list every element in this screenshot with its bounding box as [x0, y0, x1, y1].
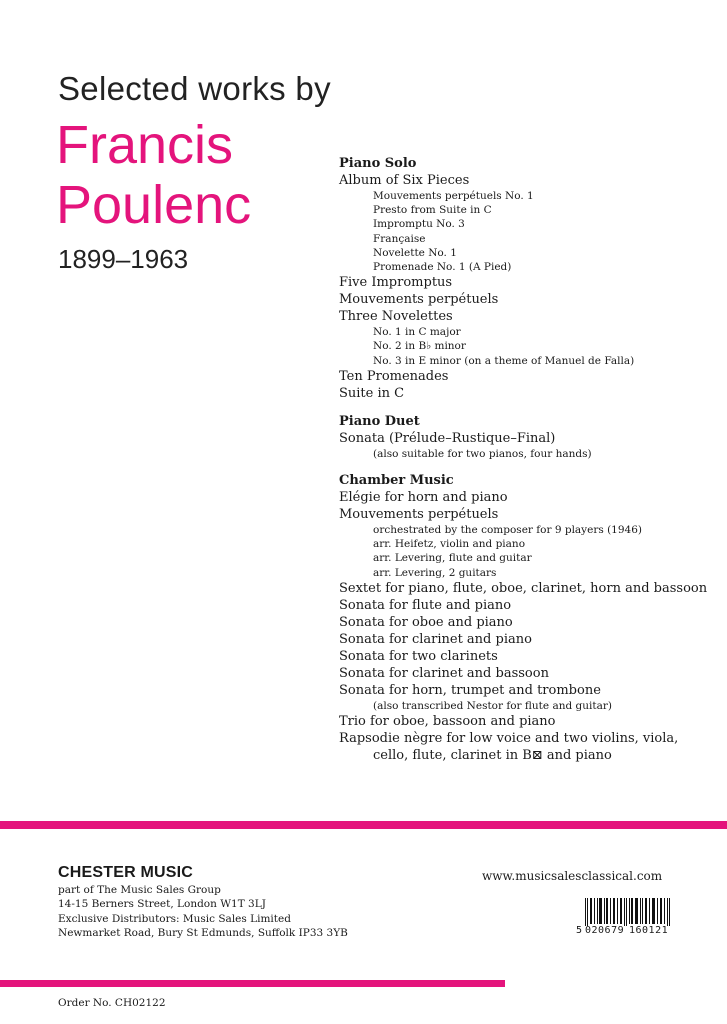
work-three-novelettes: Three Novelettes	[339, 309, 453, 325]
work-sonata-clarinet-bassoon: Sonata for clarinet and bassoon	[339, 665, 549, 681]
barcode-lead-digit: 5	[576, 925, 583, 936]
duet-sonata-note: (also suitable for two pianos, four hands)	[373, 447, 592, 460]
work-five-impromptus: Five Impromptus	[339, 275, 453, 291]
album-item: Impromptu No. 3	[373, 218, 465, 231]
work-sonata-horn: Sonata for horn, trumpet and trombone	[339, 682, 601, 698]
mouvements-arrangement: arr. Levering, 2 guitars	[373, 566, 497, 579]
work-duet-sonata: Sonata (Prélude–Rustique–Final)	[339, 430, 556, 446]
composer-last-name: Poulenc	[56, 175, 252, 235]
publisher-line: Exclusive Distributors: Music Sales Limited	[58, 912, 291, 925]
barcode-right-digits: 160121	[629, 925, 669, 936]
album-item: Française	[373, 232, 426, 245]
order-number: Order No. CH02122	[58, 997, 166, 1009]
work-elegie: Elégie for horn and piano	[339, 490, 508, 506]
work-sonata-clarinet: Sonata for clarinet and piano	[339, 631, 532, 647]
publisher-line: part of The Music Sales Group	[58, 884, 221, 896]
work-suite-in-c: Suite in C	[339, 385, 405, 401]
work-rapsodie-continued: cello, flute, clarinet in B⊠ and piano	[373, 748, 612, 764]
publisher-block	[58, 864, 348, 940]
barcode-number	[576, 925, 680, 936]
section-title-piano-solo: Piano Solo	[339, 156, 417, 171]
album-item: Promenade No. 1 (A Pied)	[373, 261, 512, 274]
album-item: Novelette No. 1	[373, 246, 457, 259]
sonata-horn-note: (also transcribed Nestor for flute and guitar)	[373, 699, 612, 712]
composer-dates: 1899–1963	[58, 244, 189, 274]
publisher-line: Newmarket Road, Bury St Edmunds, Suffolk IP33 3YB	[58, 926, 348, 939]
work-album-six-pieces: Album of Six Pieces	[339, 173, 470, 188]
composer-first-name: Francis	[56, 115, 234, 175]
publisher-name: CHESTER MUSIC	[58, 864, 194, 881]
works-list	[339, 155, 724, 764]
work-sextet: Sextet for piano, flute, oboe, clarinet, horn and bassoon	[339, 580, 708, 596]
work-mouvements-perpetuels: Mouvements perpétuels	[339, 292, 499, 308]
accent-bar-bottom	[0, 980, 505, 987]
mouvements-arrangement: arr. Heifetz, violin and piano	[373, 538, 526, 551]
barcode-icon	[576, 898, 680, 926]
mouvements-arrangement: orchestrated by the composer for 9 players (1946)	[373, 524, 642, 537]
publisher-line: 14-15 Berners Street, London W1T 3LJ	[58, 898, 266, 911]
album-item: Presto from Suite in C	[373, 204, 492, 217]
work-chamber-mouvements: Mouvements perpétuels	[339, 507, 499, 523]
work-ten-promenades: Ten Promenades	[339, 368, 449, 384]
section-title-chamber-music: Chamber Music	[339, 473, 454, 489]
barcode-left-digits: 020679	[585, 925, 625, 936]
novelette-item: No. 1 in C major	[373, 326, 461, 339]
header-intro: Selected works by	[58, 70, 331, 107]
novelette-item: No. 3 in E minor (on a theme of Manuel de Falla)	[373, 354, 635, 367]
work-rapsodie: Rapsodie nègre for low voice and two violins, viola,	[339, 731, 679, 747]
accent-bar-top	[0, 821, 727, 829]
mouvements-arrangement: arr. Levering, flute and guitar	[373, 552, 532, 565]
section-title-piano-duet: Piano Duet	[339, 413, 420, 429]
album-item: Mouvements perpétuels No. 1	[373, 190, 534, 202]
work-sonata-oboe: Sonata for oboe and piano	[339, 614, 513, 630]
work-sonata-two-clarinets: Sonata for two clarinets	[339, 648, 498, 664]
work-trio: Trio for oboe, bassoon and piano	[339, 714, 556, 730]
website-link[interactable]: www.musicsalesclassical.com	[482, 869, 663, 883]
novelette-item: No. 2 in B♭ minor	[373, 340, 466, 353]
work-sonata-flute: Sonata for flute and piano	[339, 597, 512, 613]
